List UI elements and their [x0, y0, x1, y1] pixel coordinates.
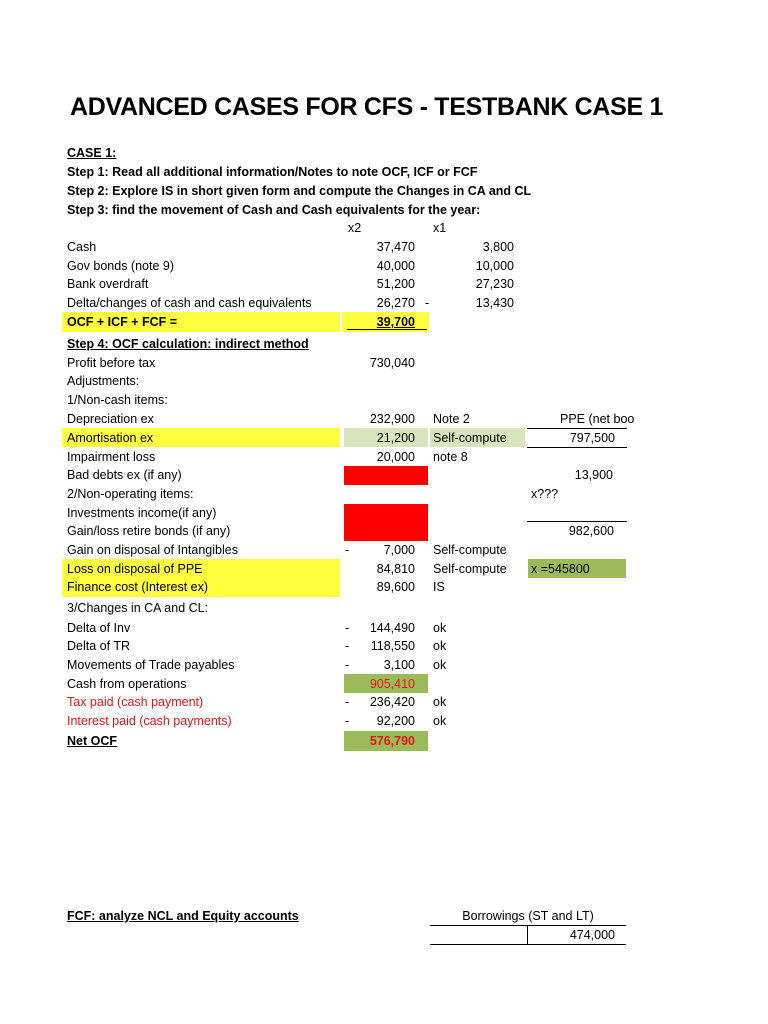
cash-x1: 3,800: [482, 240, 514, 254]
fcf-label: FCF: analyze NCL and Equity accounts: [67, 909, 299, 923]
loss-ppe-value: 84,810: [376, 562, 415, 576]
cash-from-ops-label: Cash from operations: [67, 677, 187, 691]
trade-payables-value: 3,100: [383, 658, 415, 672]
interest-paid-sign: -: [345, 714, 350, 728]
step-4: Step 4: OCF calculation: indirect method: [67, 337, 309, 351]
case-label: CASE 1:: [67, 146, 117, 160]
depreciation-value: 232,900: [369, 412, 415, 426]
finance-cost-note: IS: [433, 580, 445, 594]
borrowings-header: Borrowings (ST and LT): [462, 909, 594, 923]
delta-inv-note: ok: [433, 621, 447, 635]
finance-cost-value: 89,600: [376, 580, 415, 594]
amortisation-label: Amortisation ex: [67, 431, 154, 445]
step-1: Step 1: Read all additional information/Notes to note OCF, ICF or FCF: [67, 165, 478, 179]
tax-paid-note: ok: [433, 695, 447, 709]
investments-label: Investments income(if any): [67, 506, 217, 520]
step-2: Step 2: Explore IS in short given form and compute the Changes in CA and CL: [67, 184, 532, 198]
gain-intangibles-sign: -: [345, 543, 350, 557]
interest-paid-label: Interest paid (cash payments): [67, 714, 232, 728]
gov-bonds-label: Gov bonds (note 9): [67, 259, 175, 273]
adjustments-label: Adjustments:: [67, 374, 140, 388]
trade-payables-note: ok: [433, 658, 447, 672]
tax-paid-label: Tax paid (cash payment): [67, 695, 204, 709]
total-label: OCF + ICF + FCF =: [67, 315, 178, 329]
delta-cash-x1-sign: -: [425, 296, 430, 310]
tax-paid-value: 236,420: [369, 695, 415, 709]
borrowings-bottom-line: [430, 944, 626, 945]
net-ocf-label: Net OCF: [67, 734, 117, 748]
overdraft-x1: 27,230: [475, 277, 514, 291]
delta-tr-label: Delta of TR: [67, 639, 130, 653]
gain-intangibles-note: Self-compute: [433, 543, 507, 557]
borrowings-value: 474,000: [569, 928, 615, 942]
ppe-header: PPE (net boo: [560, 412, 635, 426]
impairment-label: Impairment loss: [67, 450, 156, 464]
gain-intangibles-label: Gain on disposal of Intangibles: [67, 543, 238, 557]
tax-paid-sign: -: [345, 695, 350, 709]
nonop-header: 2/Non-operating items:: [67, 487, 194, 501]
total-underline: [347, 329, 427, 330]
loss-ppe-label: Loss on disposal of PPE: [67, 562, 203, 576]
step-3: Step 3: find the movement of Cash and Cash equivalents for the year:: [67, 203, 481, 217]
ppe-opening-line: [527, 447, 627, 448]
amortisation-note: Self-compute: [433, 431, 507, 445]
net-ocf-value: 576,790: [369, 734, 415, 748]
cash-from-ops-value: 905,410: [369, 677, 415, 691]
borrowings-divider: [527, 925, 528, 944]
gain-intangibles-value: 7,000: [383, 543, 415, 557]
delta-cash-x2: 26,270: [376, 296, 415, 310]
nonop-missing-cells: [344, 504, 428, 541]
delta-inv-label: Delta of Inv: [67, 621, 131, 635]
amortisation-value: 21,200: [376, 431, 415, 445]
changes-header: 3/Changes in CA and CL:: [67, 601, 209, 615]
overdraft-label: Bank overdraft: [67, 277, 149, 291]
delta-cash-x1: 13,430: [475, 296, 514, 310]
loss-ppe-note: Self-compute: [433, 562, 507, 576]
interest-paid-note: ok: [433, 714, 447, 728]
delta-inv-value: 144,490: [369, 621, 415, 635]
depreciation-label: Depreciation ex: [67, 412, 154, 426]
interest-paid-value: 92,200: [376, 714, 415, 728]
trade-payables-sign: -: [345, 658, 350, 672]
finance-cost-label: Finance cost (Interest ex): [67, 580, 209, 594]
ppe-unknown: x???: [531, 487, 559, 501]
pbt-value: 730,040: [369, 356, 415, 370]
overdraft-x2: 51,200: [376, 277, 415, 291]
gain-bonds-label: Gain/loss retire bonds (if any): [67, 524, 231, 538]
trade-payables-label: Movements of Trade payables: [67, 658, 235, 672]
delta-cash-label: Delta/changes of cash and cash equivalents: [67, 296, 312, 310]
ppe-right-value: 13,900: [574, 468, 613, 482]
gov-bonds-x1: 10,000: [475, 259, 514, 273]
delta-tr-note: ok: [433, 639, 447, 653]
cash-x2: 37,470: [376, 240, 415, 254]
ppe-solution: x =545800: [531, 562, 590, 576]
total-value: 39,700: [376, 315, 415, 329]
delta-tr-value: 118,550: [370, 639, 415, 653]
delta-inv-sign: -: [345, 621, 350, 635]
ppe-total: 982,600: [568, 524, 614, 538]
bad-debts-label: Bad debts ex (if any): [67, 468, 182, 482]
cash-label: Cash: [67, 240, 97, 254]
bad-debts-missing-cell: [344, 466, 428, 485]
impairment-value: 20,000: [376, 450, 415, 464]
col-header-x2: x2: [348, 221, 362, 235]
pbt-label: Profit before tax: [67, 356, 156, 370]
impairment-note: note 8: [433, 450, 468, 464]
gov-bonds-x2: 40,000: [376, 259, 415, 273]
ppe-opening: 797,500: [569, 431, 615, 445]
delta-tr-sign: -: [345, 639, 350, 653]
noncash-header: 1/Non-cash items:: [67, 393, 168, 407]
col-header-x1: x1: [433, 221, 447, 235]
page-title: ADVANCED CASES FOR CFS - TESTBANK CASE 1: [70, 93, 664, 121]
depreciation-note: Note 2: [433, 412, 470, 426]
